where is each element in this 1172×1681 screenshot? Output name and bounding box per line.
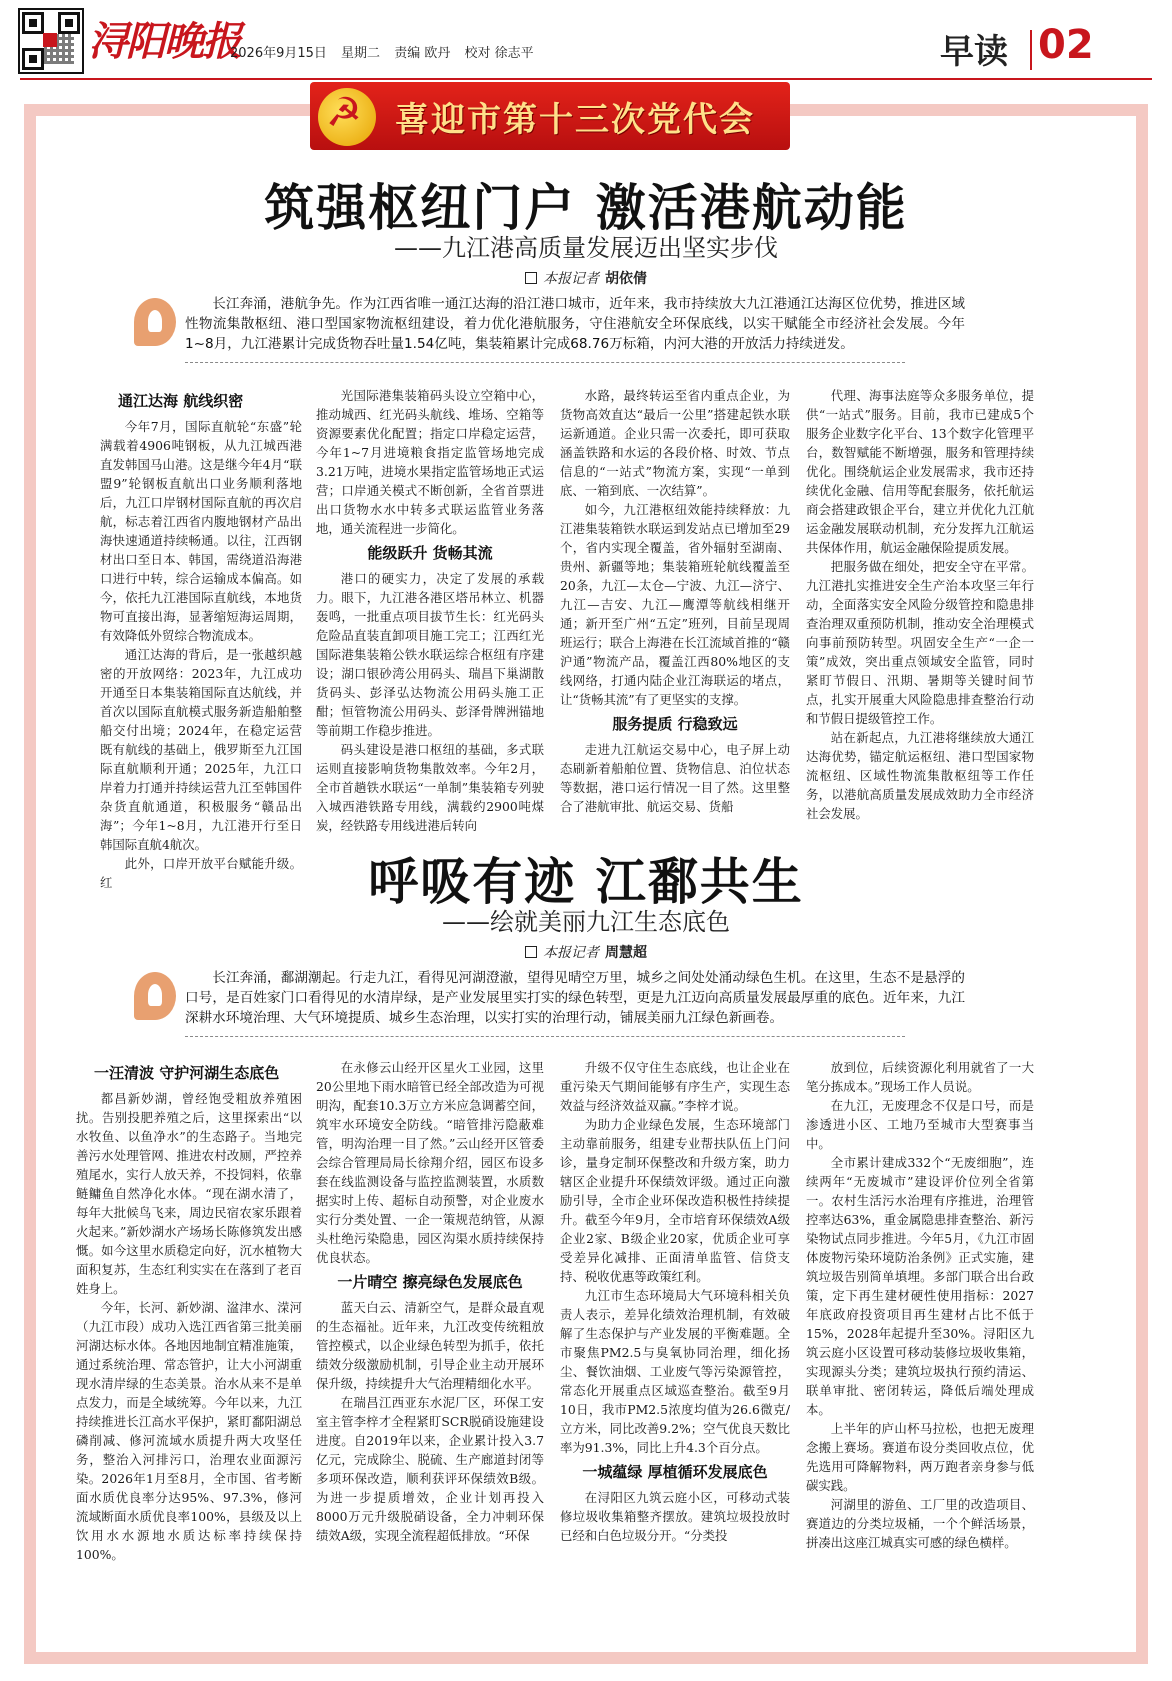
article2-column-3 (560, 1058, 790, 1638)
section-heading: 一汪清波 守护河湖生态底色 (94, 1064, 280, 1082)
masthead-rule (20, 78, 1152, 80)
article2-column-4 (806, 1058, 1034, 1638)
paragraph: 把服务做在细处，把安全守在平常。九江港扎实推进安全生产治本攻坚三年行动，全面落实安全风险分级管控和隐患排查治理双重预防机制，推动安全治理模式向事前预防转型。巩固安全生产“一企一策”成效，突出重点领域安全监管，同时紧盯节假日、汛期、暑期等关键时间节点，扎实开展重大风险隐患排查整治行动和节假日提级管控工作。 (806, 559, 1034, 726)
issue-weekday: 星期二 (341, 46, 381, 61)
byline-square-icon (525, 272, 537, 284)
paragraph: 光国际港集装箱码头设立空箱中心，推动城西、红光码头航线、堆场、空箱等资源要素优化配置；指定口岸稳定运营，今年1~7月进境粮食指定监管场地完成3.21万吨，进境水果指定监管场地正式运营；口岸通关模式不断创新，全省首票进出口货物水水中转多式联运监管业务落地，通关流程进一步简化。 (316, 388, 544, 536)
paragraph: 升级不仅守住生态底线，也让企业在重污染天气期间能够有序生产，实现生态效益与经济效益双赢。”李梓才说。 (560, 1060, 790, 1113)
paragraph: 代理、海事法庭等众多服务单位，提供“一站式”服务。目前，我市已建成5个服务企业数字化平台、13个数字化管理平台，数智赋能不断增强，服务和管理持续优化。围绕航运企业发展需求，我市还持续优化金融、信用等配套服务，依托航运商会搭建政银企平台，建立并优化九江航运金融发展联动机制，充分发挥九江航运共保体作用，航运金融保险提质发展。 (806, 388, 1034, 555)
article2-column-1 (76, 1058, 302, 1638)
article1-column-3 (560, 386, 790, 814)
paragraph: 在九江，无废理念不仅是口号，而是渗透进小区、工地乃至城市大型赛事当中。 (806, 1098, 1034, 1151)
issue-proofreader: 校对 徐志平 (464, 46, 534, 61)
lead-divider (185, 1036, 905, 1038)
paragraph: 河湖里的游鱼、工厂里的改造项目、赛道边的分类垃圾桶，一个个鲜活场景，拼凑出这座江城真实可感的绿色横样。 (806, 1497, 1034, 1550)
paragraph: 此外，口岸开放平台赋能升级。红 (100, 856, 302, 890)
article1-subtitle: ——九江港高质量发展迈出坚实步伐 (394, 234, 778, 262)
paragraph: 港口的硬实力，决定了发展的承载力。眼下，九江港各港区塔吊林立、机器轰鸣，一批重点项目拔节生长：红光码头危险品直装直卸项目施工完工；江西红光国际港集装箱公铁水联运综合枢纽有序建设；湖口银砂湾公用码头、瑞昌下巢湖散货码头、彭泽弘达物流公用码头施工正酣；恒管物流公用码头、彭泽骨牌洲锚地等前期工作稳步推进。 (316, 571, 544, 738)
page-number: 02 (1038, 22, 1094, 68)
paragraph: 在永修云山经开区星火工业园，这里20公里地下雨水暗管已经全部改造为可视明沟，配套10.3万立方米应急调蓄空间，筑牢水环境安全防线。“暗管排污隐蔽难管，明沟治理一目了然。”云山经开区管委会综合管理局局长徐翔介绍，园区布设多套在线监测设备与监控监测装置，水质数据实时上传、超标自动预警，对企业废水实行分类处置、一企一策规范纳管，从源头杜绝污染隐患，园区沟渠水质持续保持优良状态。 (316, 1060, 544, 1265)
section-heading: 能级跃升 货畅其流 (367, 544, 493, 562)
section-heading: 服务提质 行稳致远 (612, 715, 738, 733)
article1-byline (0, 268, 1172, 288)
byline-name: 周慧超 (605, 945, 647, 961)
article1-column-4 (806, 386, 1034, 821)
issue-meta (230, 42, 544, 61)
byline-role: 本报记者 (543, 945, 599, 961)
paragraph: 通江达海的背后，是一张越织越密的开放网络：2023年，九江成功开通至日本集装箱国际直达航线，并首次以国际直航模式服务新造船舶整船交付出境；2024年，在稳定运营既有航线的基础上，俄罗斯至九江国际直航顺利开通；2025年，九江口岸着力打通并持续运营九江至韩国件杂货直航通道，积极服务“赣品出海”；今年1~8月，九江港开行至日韩国际直航4航次。 (100, 647, 302, 852)
party-emblem-icon (318, 88, 376, 146)
section-heading: 一片晴空 擦亮绿色发展底色 (337, 1273, 523, 1291)
quote-marker-icon (134, 298, 176, 346)
paragraph: 码头建设是港口枢纽的基础，多式联运则直接影响货物集散效率。今年2月，全市首趟铁水联运“一单制”集装箱专列驶入城西港铁路专用线，满载约2900吨煤炭，经铁路专用线进港后转向 (316, 742, 544, 833)
paragraph: 走进九江航运交易中心，电子屏上动态刷新着船舶位置、货物信息、泊位状态等数据，港口运行情况一目了然。这里整合了港航审批、航运交易、货船 (560, 742, 790, 814)
paragraph: 如今，九江港枢纽效能持续释放：九江港集装箱铁水联运到发站点已增加至29个，省内实现全覆盖，省外辐射至湖南、贵州、新疆等地；集装箱班轮航线覆盖至20条，九江—太仓—宁波、九江—济宁、九江—吉安、九江—鹰潭等航线相继开通；新开至广州“五定”班列，目前呈现周班运行；联合上海港在长江流域首推的“赣沪通”物流产品，覆盖江西80%地区的支线网络，打通内陆企业江海联运的堵点，让“货畅其流”有了更坚实的支撑。 (560, 502, 790, 707)
paragraph: 都昌新妙湖，曾经饱受粗放养殖困扰。告别投肥养殖之后，这里探索出“以水牧鱼、以鱼净水”的生态路子。当地完善污水处理管网、推进农村改厕，严控养殖尾水，实行人放天养，不投饲料，依靠鲢鳙鱼自然净化水体。“现在湖水清了，每年大批候鸟飞来，周边民宿农家乐跟着火起来。”新妙湖水产场场长陈修筑发出感慨。如今这里水质稳定向好，沉水植物大面积复苏，生态红利实实在在落到了老百姓身上。 (76, 1091, 302, 1296)
paragraph: 今年7月，国际直航轮“东盛”轮满载着4906吨钢板，从九江城西港直发韩国马山港。这是继今年4月“联盟9”轮钢板直航出口业务顺利落地后，九江口岸钢材国际直航的再次启航，标志着江西省内腹地钢材产品出海快速通道持续畅通。以往，江西钢材出口至日本、韩国，需绕道沿海港口进行中转，综合运输成本偏高。如今，依托九江港国际直航线，本地货物可直接出海，显著缩短海运周期，有效降低外贸综合物流成本。 (100, 419, 302, 643)
paragraph: 站在新起点，九江港将继续放大通江达海优势，锚定航运枢纽、港口型国家物流枢纽、区域性物流集散枢纽等工作任务，以港航高质量发展成效助力全市经济社会发展。 (806, 730, 1034, 821)
article1-lead: 长江奔涌，港航争先。作为江西省唯一通江达海的沿江港口城市，近年来，我市持续放大九江港通江达海区位优势，推进区域性物流集散枢纽、港口型国家物流枢纽建设，着力优化港航服务，守住港航安全环保底线，以实干赋能全市经济社会发展。今年1~8月，九江港累计完成货物吞吐量1.54亿吨，集装箱累计完成68.76万标箱，内河大港的开放活力持续迸发。 (185, 296, 965, 352)
paragraph: 水路，最终转运至省内重点企业，为货物高效直达“最后一公里”搭建起铁水联运新通道。企业只需一次委托，即可获取涵盖铁路和水运的各段价格、时效、节点信息的“一站式”物流方案，实现“一单到底、一箱到底、一次结算”。 (560, 388, 790, 498)
paragraph: 蓝天白云、清新空气，是群众最直观的生态福祉。近年来，九江改变传统粗放管控模式，以企业绿色转型为抓手，依托绩效分级激励机制，引导企业主动开展环保升级，持续提升大气治理精细化水平。 (316, 1300, 544, 1391)
article1-column-1 (100, 386, 302, 890)
section-heading: 一城蕴绿 厚植循环发展底色 (582, 1463, 768, 1481)
newspaper-logo: 浔阳晚报 (88, 18, 240, 65)
quote-marker-icon (134, 972, 176, 1020)
article1-column-2 (316, 386, 544, 833)
paragraph: 在浔阳区九筑云庭小区，可移动式装修垃圾收集箱整齐摆放。建筑垃圾投放时已经和白色垃圾分开。“分类投 (560, 1490, 790, 1543)
issue-date: 2026年9月15日 (230, 46, 327, 61)
paragraph: 放到位，后续资源化利用就省了一大笔分拣成本。”现场工作人员说。 (806, 1060, 1034, 1094)
byline-name: 胡依倩 (605, 271, 647, 287)
article2-column-2 (316, 1058, 544, 1638)
byline-role: 本报记者 (543, 271, 599, 287)
edition-label: 早读 (940, 32, 1008, 72)
article2-title: 呼吸有迹 江鄱共生 (368, 853, 804, 911)
edition-divider (1030, 30, 1032, 70)
article2-subtitle: ——绘就美丽九江生态底色 (442, 908, 730, 936)
issue-editor: 责编 欧丹 (394, 46, 451, 61)
article1-title: 筑强枢纽门户 激活港航动能 (264, 179, 908, 237)
article2-lead: 长江奔涌，鄱湖潮起。行走九江，看得见河湖澄澈，望得见晴空万里，城乡之间处处涌动绿色生机。在这里，生态不是悬浮的口号，是百姓家门口看得见的水清岸绿，是产业发展里实打实的绿色转型，更是九江迈向高质量发展最厚重的底色。近年来，九江深耕水环境治理、大气环境提质、城乡生态治理，以实打实的治理行动，铺展美丽九江绿色新画卷。 (185, 970, 965, 1026)
banner-title: 喜迎市第十三次党代会 (395, 100, 755, 140)
lead-divider (185, 362, 905, 364)
article2-byline (0, 942, 1172, 962)
paragraph: 上半年的庐山杯马拉松，也把无废理念搬上赛场。赛道布设分类回收点位，优先选用可降解物料，两万跑者亲身参与低碳实践。 (806, 1421, 1034, 1493)
paragraph: 今年，长河、新妙湖、湓津水、溁河（九江市段）成功入选江西省第三批美丽河湖达标水体。各地因地制宜精准施策，通过系统治理、常态管护，让大小河湖重现水清岸绿的生态美景。治水从来不是单点发力，而是全域统筹。今年以来，九江持续推进长江高水平保护，紧盯鄱阳湖总磷削减、修河流域水质提升两大攻坚任务，整治入河排污口，治理农业面源污染。2026年1月至8月，全市国、省考断面水质优良率分达95%、97.3%，修河流域断面水质优良率100%，县级及以上饮用水水源地水质达标率持续保持100%。 (76, 1300, 302, 1562)
paragraph: 全市累计建成332个“无废细胞”，连续两年“无废城市”建设评价位列全省第一。农村生活污水治理有序推进，治理管控率达63%，重金属隐患排查整治、新污染物试点同步推进。今年5月，《九江市固体废物污染环境防治条例》正式实施，建筑垃圾告别简单填埋。多部门联合出台政策，定下再生建材硬性使用指标：2027年底政府投资项目再生建材占比不低于15%，2028年起提升至30%。浔阳区九筑云庭小区设置可移动装修垃圾收集箱，实现源头分类；建筑垃圾执行预约清运、联单审批、密闭转运，降低后端处理成本。 (806, 1155, 1034, 1417)
paragraph: 九江市生态环境局大气环境科相关负责人表示，差异化绩效治理机制，有效破解了生态保护与产业发展的平衡难题。全市聚焦PM2.5与臭氧协同治理，细化扬尘、餐饮油烟、工业废气等污染源管控，常态化开展重点区域巡查整治。截至9月10日，我市PM2.5浓度均值为26.6微克/立方米，同比改善9.2%；空气优良天数比率为91.3%，同比上升4.3个百分点。 (560, 1288, 790, 1455)
qr-code[interactable] (18, 8, 84, 74)
paragraph: 为助力企业绿色发展，生态环境部门主动靠前服务，组建专业帮扶队伍上门问诊，量身定制环保整改和升级方案，助力辖区企业提升环保绩效评级。通过正向激励引导，全市企业环保改造积极性持续提升。截至今年9月，全市培育环保绩效A级企业2家、B级企业20家，优质企业可享受差异化减排、正面清单监管、信贷支持、税收优惠等政策红利。 (560, 1117, 790, 1284)
byline-square-icon (525, 946, 537, 958)
section-heading: 通江达海 航线织密 (118, 392, 244, 410)
paragraph: 在瑞昌江西亚东水泥厂区，环保工安室主管李梓才全程紧盯SCR脱硝设施建设进度。自2019年以来，企业累计投入3.7亿元，完成除尘、脱硫、生产廊道封闭等多项环保改造，顺利获评环保绩效B级。为进一步提质增效，企业计划再投入8000万元升级脱硝设备，全力冲刺环保绩效A级，实现全流程超低排放。“环保 (316, 1395, 544, 1543)
